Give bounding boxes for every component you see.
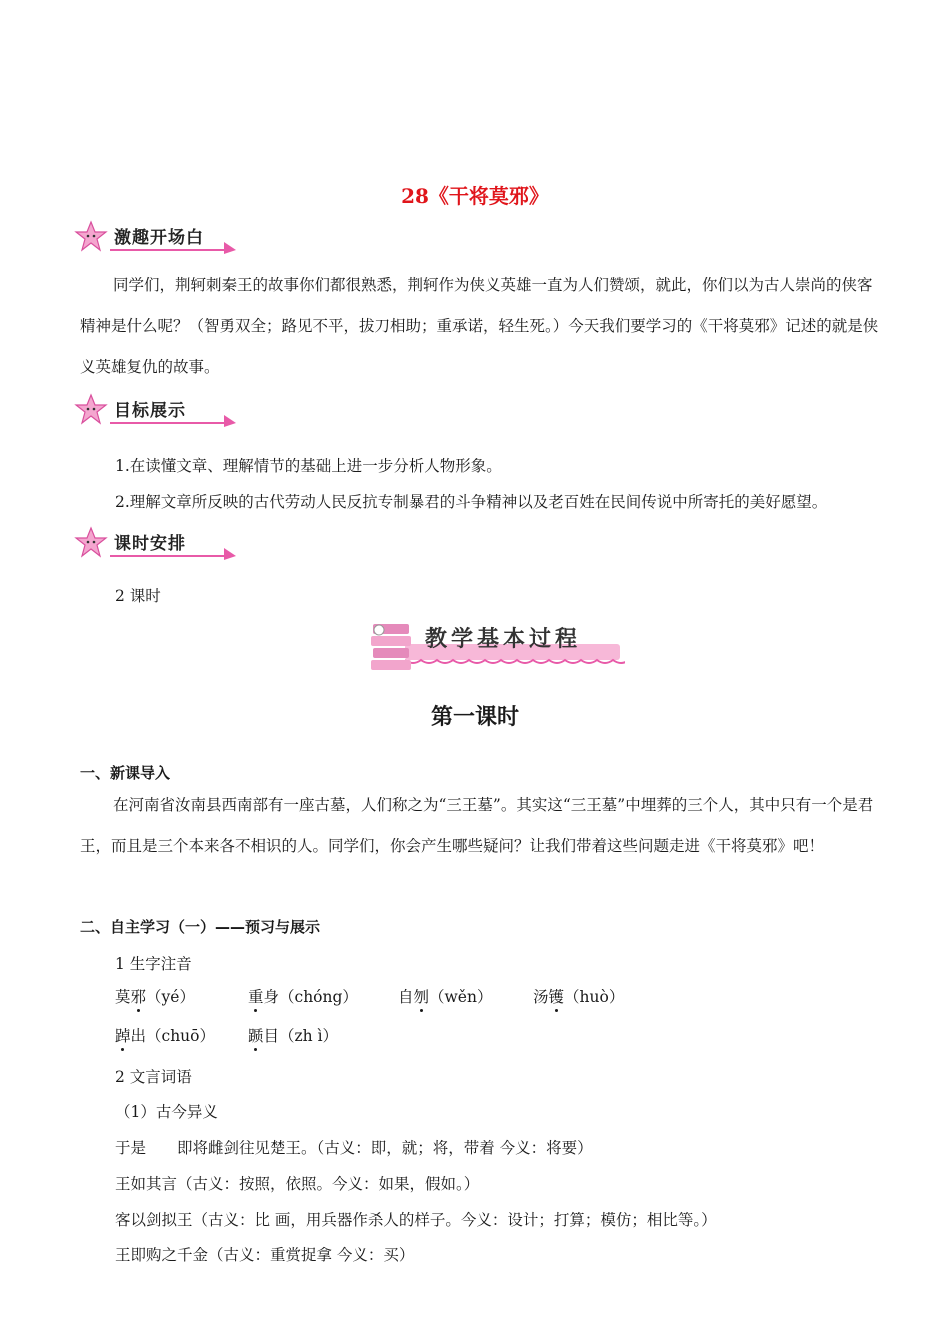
lesson-title: 第一课时 xyxy=(430,705,519,730)
vocab-line: 于是 即将雌剑往见楚王。（古义：即，就；将，带着 今义：将要） xyxy=(115,1139,593,1157)
pinyin-item: 莫邪（yé） xyxy=(115,988,195,1006)
section-header-goals: 目标展示 xyxy=(74,393,244,427)
intro-paragraph: 同学们，荆轲刺秦王的故事你们都很熟悉，荆轲作为侠义英雄一直为人们赞颂，就此，你们以为古人崇尚的侠客精神是什么呢？（智勇双全；路见不平，拔刀相助；重承诺，轻生死。）今天我们要学习的《干将莫邪》记述的就是侠义英雄复仇的故事。 xyxy=(80,276,879,376)
subheading: （1）古今异义 xyxy=(115,1103,218,1121)
process-banner: 教学基本过程 xyxy=(355,614,625,672)
subheading: 2 文言词语 xyxy=(115,1068,192,1086)
vocab-line: 王即购之千金（古义：重赏捉拿 今义：买） xyxy=(115,1246,415,1264)
goal-item: 2.理解文章所反映的古代劳动人民反抗专制暴君的斗争精神以及老百姓在民间传说中所寄托的美好愿望。 xyxy=(115,493,828,511)
goal-item: 1.在读懂文章、理解情节的基础上进一步分析人物形象。 xyxy=(115,457,502,475)
section-heading: 二、自主学习（一）——预习与展示 xyxy=(80,918,321,936)
pinyin-item: 重身（chóng） xyxy=(248,988,358,1006)
subheading: 1 生字注音 xyxy=(115,955,192,973)
part1-paragraph: 在河南省汝南县西南部有一座古墓，人们称之为“三王墓”。其实这“三王墓”中埋葬的三个人，其中只有一个是君王，而且是三个本来各不相识的人。同学们，你会产生哪些疑问？让我们带着这些问题走进《干将莫邪》吧！ xyxy=(80,796,874,855)
schedule-text: 2 课时 xyxy=(115,587,161,605)
vocab-line: 王如其言（古义：按照，依照。今义：如果，假如。） xyxy=(115,1175,480,1193)
section-heading: 一、新课导入 xyxy=(80,764,171,782)
section-header-schedule: 课时安排 xyxy=(74,526,244,560)
pinyin-item: 自刎（wěn） xyxy=(398,988,493,1006)
pinyin-item: 踔出（chuō） xyxy=(115,1027,215,1045)
vocab-line: 客以剑拟王（古义：比 画，用兵器作杀人的样子。今义：设计；打算；模仿；相比等。） xyxy=(115,1211,717,1229)
section-header-intro: 激趣开场白 xyxy=(74,220,244,254)
pinyin-item: 踬目（zh ì） xyxy=(248,1027,339,1045)
pinyin-item: 汤镬（huò） xyxy=(533,988,625,1006)
page-title: 28《干将莫邪》 xyxy=(401,184,549,208)
